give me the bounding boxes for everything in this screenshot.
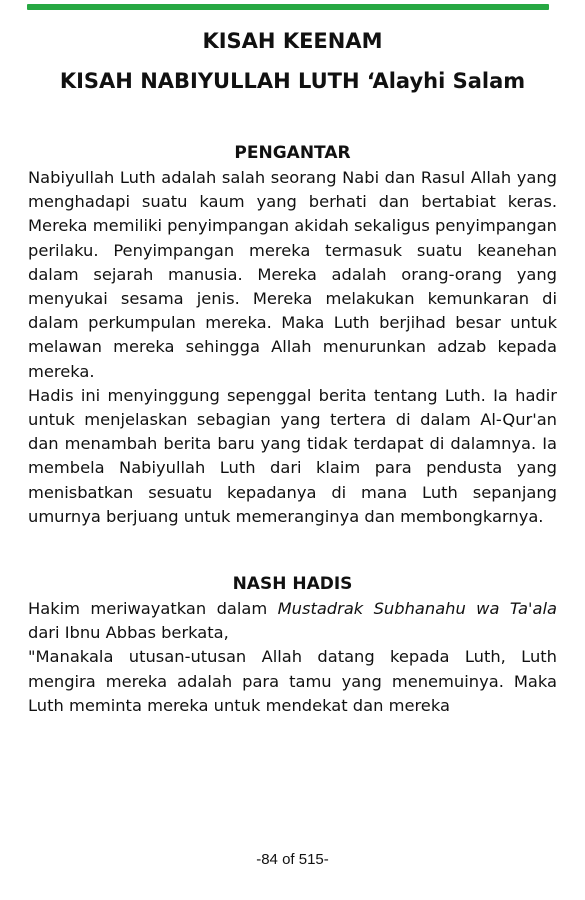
nash-text-after: dari Ibnu Abbas berkata,: [28, 623, 229, 643]
top-divider: [27, 4, 549, 10]
document-page: [28, 22, 557, 718]
nash-paragraph-2: "Manakala utusan-utusan Allah datang kepada Luth, Luth mengira mereka adalah para tamu yang menemuinya. Maka Luth meminta mereka untuk mendekat dan mereka: [28, 647, 557, 715]
book-title: Mustadrak Subhanahu wa Ta'ala: [277, 599, 557, 619]
section-heading-nash-hadis: NASH HADIS: [232, 574, 353, 595]
nash-text-before: Hakim meriwayatkan dalam: [28, 599, 278, 619]
section-heading-pengantar: PENGANTAR: [234, 143, 351, 163]
pengantar-paragraph-1: Nabiyullah Luth adalah salah seorang Nabi dan Rasul Allah yang menghadapi suatu kaum yang berhati dan bertabiat keras. Mereka memiliki penyimpangan akidah sekaligus penyimpangan perilaku. Penyimpangan mereka termasuk suatu keanehan dalam sejarah manusia. Mereka adalah orang-orang yang menyukai sesama jenis. Mereka melakukan kemunkaran di dalam perkumpulan mereka. Maka Luth berjihad besar untuk melawan mereka sehingga Allah menurunkan adzab kepada mereka.: [28, 168, 557, 381]
chapter-subtitle: KISAH NABIYULLAH LUTH ‘Alayhi Salam: [59, 69, 526, 93]
pengantar-paragraph-2: Hadis ini menyinggung sepenggal berita tentang Luth. Ia hadir untuk menjelaskan sebagian yang tertera di dalam Al-Qur'an dan menambah berita baru yang tidak terdapat di dalamnya. Ia membela Nabiyullah Luth dari klaim para pendusta yang menisbatkan sesuatu kepadanya di mana Luth sepanjang umurnya berjuang untuk memeranginya dan membongkarnya.: [28, 385, 557, 526]
nash-paragraph-1: [28, 597, 557, 645]
page-indicator: -84 of 515-: [256, 851, 329, 868]
chapter-title: KISAH KEENAM: [202, 29, 383, 53]
